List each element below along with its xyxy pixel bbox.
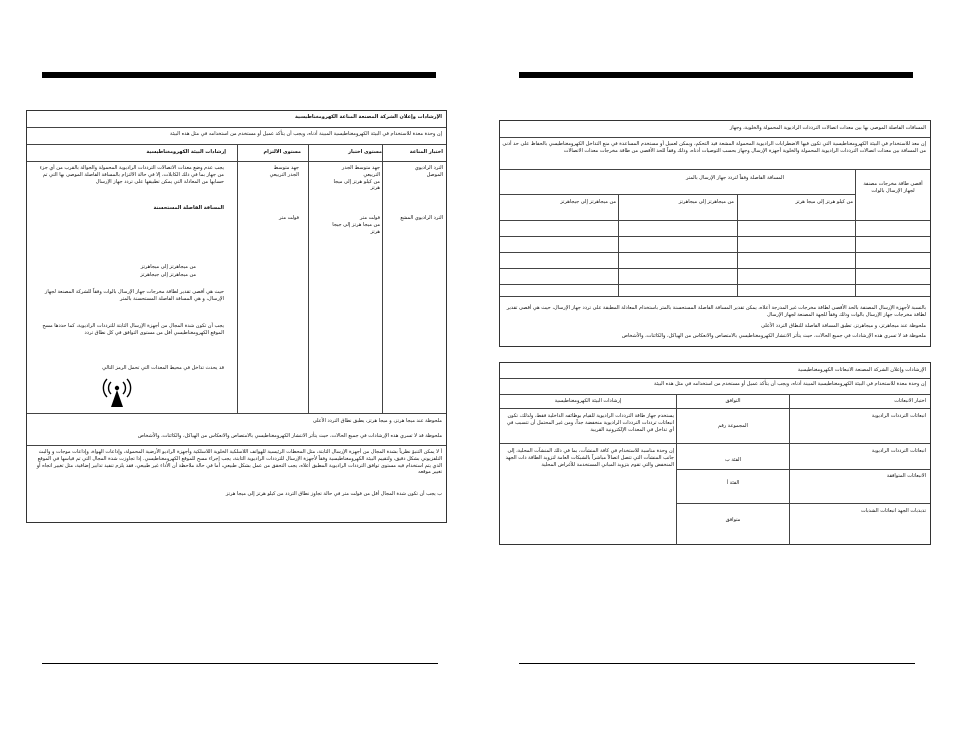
immunity-footnote-a: أ لا يمكن التنبؤ نظرياً بشدة المجال من أجهزة الإرسال الثابتة، مثل المحطات الرئيسية للهواتف اللاسلكية الخلوية اللاسلكية وأجهزة الراديو الأرضية المحمولة، وإذاعات الهواة، وإذاعات موجات و والبث التلفزيوني بشكل دقيق، ولتقييم البيئة الكهرومغناطيسية وفقاً لأجهزة الإرسال للترددات الراديوية الثابتة، يجب إجراء مسح للموقع الكهرومغناطيسي. إذا تجاوزت شدة المجال التي تم قياسها في الموقع الذي يتم استخدام فيه مستوى توافق الترددات الراديوية المطبق أعلاه، يجب التحقق من عمل بشكل طبيعي، أما في حالة ملاحظة أن الأداء غير طبيعي، فقد يلزم تنفيذ تدابير إضافية، مثل تغيير اتجاه أو تغيير موقعه [36,449,442,476]
header-emissions-guidance: إرشادات البيئة الكهرومغناطيسية [554,398,622,404]
immunity-footnote-b: ب يجب أن تكون شدة المجال أقل من فولت متر في حالة تجاوز نطاق التردد من كيلو هرتز إلى ميجا هرتز [225,491,442,497]
conducted-test-level: جهد متوسط الجذر التربيعي من كيلو هرتز إلى ميجا هرتز [333,165,380,192]
row2-compliance: الفئة ب [725,457,741,463]
guidance-formula-1: من ميجاهرتز إلى ميجاهرتز [140,264,196,270]
emissions-title: الإرشادات وإعلان الشركة المصنعة الانبعاثات الكهرومغناطيسية [797,367,926,373]
guidance-paragraph-4: قد يحدث تداخل في محيط المعدات التي تحمل الرمز التالي [102,365,224,371]
guidance-heading: المسافة الفاصلة المستحسنة [153,205,224,211]
subheader-band-3: من ميجاهرتز إلى جيجاهرتز [560,199,616,205]
row1-guidance: يستخدم جهاز طاقة الترددات الراديوية للقيام بوظائفه الداخلية فقط، ولذلك، تكون انبعاثات ترددات الترددات الراديوية منخفضة جداً، ومن غير المحتمل أن تتسبب في أي تداخل في المعدات الإلكترونية القريبة [506,413,674,433]
separation-note-1: ملحوظة عند ميجاهرتز، و ميجاهرتز، تطبق المسافة الفاصلة للنطاق التردد الأعلى [761,323,926,329]
header-test-level: مستوى اختبار [348,149,382,155]
separation-title: المسافات الفاصلة الموصى بها بين معدات اتصالات الترددات الراديوية المحمولة والخلوية، وجهاز [729,125,926,131]
header-compliance-level: مستوى الالتزام [263,149,301,155]
row4-compliance: متوافق [725,517,741,523]
separation-note-2: ملحوظة قد لا تسري هذه الإرشادات في جميع الحالات، حيث يتأثر الانتشار الكهرومغناطيسي بالامتصاص والانعكاس من الهياكل، والكائنات، والأشخاص [621,333,926,339]
separation-distance-table [499,120,931,347]
subheader-band-2: من ميجاهرتز إلى ميجاهرتز [678,199,734,205]
guidance-paragraph-1: يجب عدم وضع معدات الاتصالات الترددات الراديوية المحمولة والجوالة بالقرب من أي جزء من جهاز بما في ذلك الكابلات، إلا في حالة الالتزام بالمسافة الفاصلة الموصى بها التي تم حسابها من المعادلة التي يمكن تطبيقها على تردد جهاز الإرسال [39,165,224,185]
immunity-table [26,110,447,523]
separation-note-text: بالنسبة لأجهزة الإرسال المصنفة بالحد الأقصى لطاقة مخرجات غير المدرجة أعلاه، يمكن تقدير المسافة الفاصلة المستحسنة بالمتر باستخدام المعادلة المطبقة على تردد جهاز الإرسال، حيث هي أقصى تقدير لطاقة مخرجات جهاز الإرسال بالوات وذلك وفقاً للجهة المصنعة لجهاز الإرسال [506,305,926,318]
radiated-compliance: فولت متر [279,215,299,221]
emissions-table [499,362,931,545]
header-separation-distance: المسافة الفاصلة وفقاً لتردد جهاز الإرسال بالمتر [686,175,784,181]
guidance-formula-2: من ميجاهرتز إلى جيجاهرتز [140,272,196,278]
row3-compliance: الفئة أ [726,480,740,486]
right-page-bottom-rule [519,663,915,664]
row2-guidance: إن وحدة مناسبة للاستخدام في كافة المنشآت، بما في ذلك المنشآت المحلية، إلى جانب المنشآت التي تتصل اتصالاً مباشراً بالشبكات العامة لتزويد الطاقة ذات الجهد المنخفض والتي تقوم بتزويد المباني المستخدمة للأغراض المحلية [505,448,674,468]
radiated-rf-test: الترد الراديوي المشع [400,215,443,221]
header-emissions-compliance: التوافق [725,398,741,404]
conducted-compliance: جهد متوسط الجذر التربيعي [269,165,299,178]
immunity-note-2: ملحوظة قد لا تسري هذه الإرشادات في جميع الحالات، حيث يتأثر الانتشار الكهرومغناطيسي بالامتصاص والانعكاس من الهياكل، والكائنات، والأشخاص [137,433,442,439]
immunity-note-1: ملحوظة عند ميجا هرتز، و ميجا هرتز، يطبق نطاق التردد الأعلى [312,418,442,424]
row3-emissions-test: الانبعاثات المتوافقة [886,473,926,479]
left-page-bottom-rule [42,663,438,664]
immunity-title: الإرشادات وإعلان الشركة المصنعة المناعة الكهرومغناطيسية [295,114,442,120]
right-page-top-rule [519,72,913,78]
immunity-intro: إن وحدة معدة للاستخدام في البيئة الكهرومغناطيسية المبينة أدناه، ويجب أن يتأكد عميل أو مستخدم من استخدامه في مثل هذه البيئة [169,131,442,137]
radiated-test-level: فولت متر من ميجا هرتز إلى جيجا هرتز [332,215,380,235]
row1-compliance: المجموعة رقم [718,423,748,429]
separation-intro: إن معد للاستخدام في البيئة الكهرومغناطيسية التي تكون فيها الاضطرابات الراديوية المحمولة المشعة قيد التحكم، ويمكن لعميل أو مستخدم المساعدة في منع التداخل الكهرومغناطيسي بالحفاظ على حد أدنى من المسافة بين معدات اتصالات الترددات الراديوية المحمولة والخلوية أجهزة الإرسال وجهاز بحسب التوصيات أدناه، وذلك وفقاً للحد الأقصى من طاقة مخرجات معدات الاتصالات [502,141,926,154]
guidance-paragraph-3: يجب أن تكون شدة المجال من أجهزة الإرسال الثابتة للترددات الراديوية، كما حددها مسح الموقع الكهرومغناطيسي أقل من مستوى التوافق في كل نطاق تردد [42,323,224,336]
left-page-top-rule [42,72,436,78]
header-guidance: إرشادات البيئة الكهرومغناطيسية [146,149,226,155]
header-emissions-test: اختبار الانبعاثات [894,398,926,404]
row1-emissions-test: انبعاثات الترددات الراديوية [871,413,926,419]
subheader-band-1: من كيلو هرتز إلى ميجا هرتز [795,199,853,205]
conducted-rf-test: الترد الراديوي الموصل [414,165,443,178]
row2-emissions-test: انبعاثات الترددات الراديوية [871,448,926,454]
header-max-power: أقصى طاقة مخرجات مصنفة لجهاز الإرسال بالوات [863,181,923,194]
row4-emissions-test: تذبذبات الجهد انبعاثات الشذبات [861,508,926,514]
header-immunity-test: اختبار المناعة [409,149,443,155]
emissions-intro: إن وحدة معدة للاستخدام في البيئة الكهرومغناطيسية المبينة أدناه، ويجب أن يتأكد عميل أو مستخدم من استخدامه في مثل هذه البيئة [653,381,926,387]
guidance-paragraph-2: حيث هي أقصى تقدير لطاقة مخرجات جهاز الإرسال بالوات وفقاً للشركة المصنعة لجهاز الإرسال، و هي المسافة الفاصلة المستحسنة بالمتر [44,289,224,302]
non-ionizing-radiation-icon [99,375,135,411]
